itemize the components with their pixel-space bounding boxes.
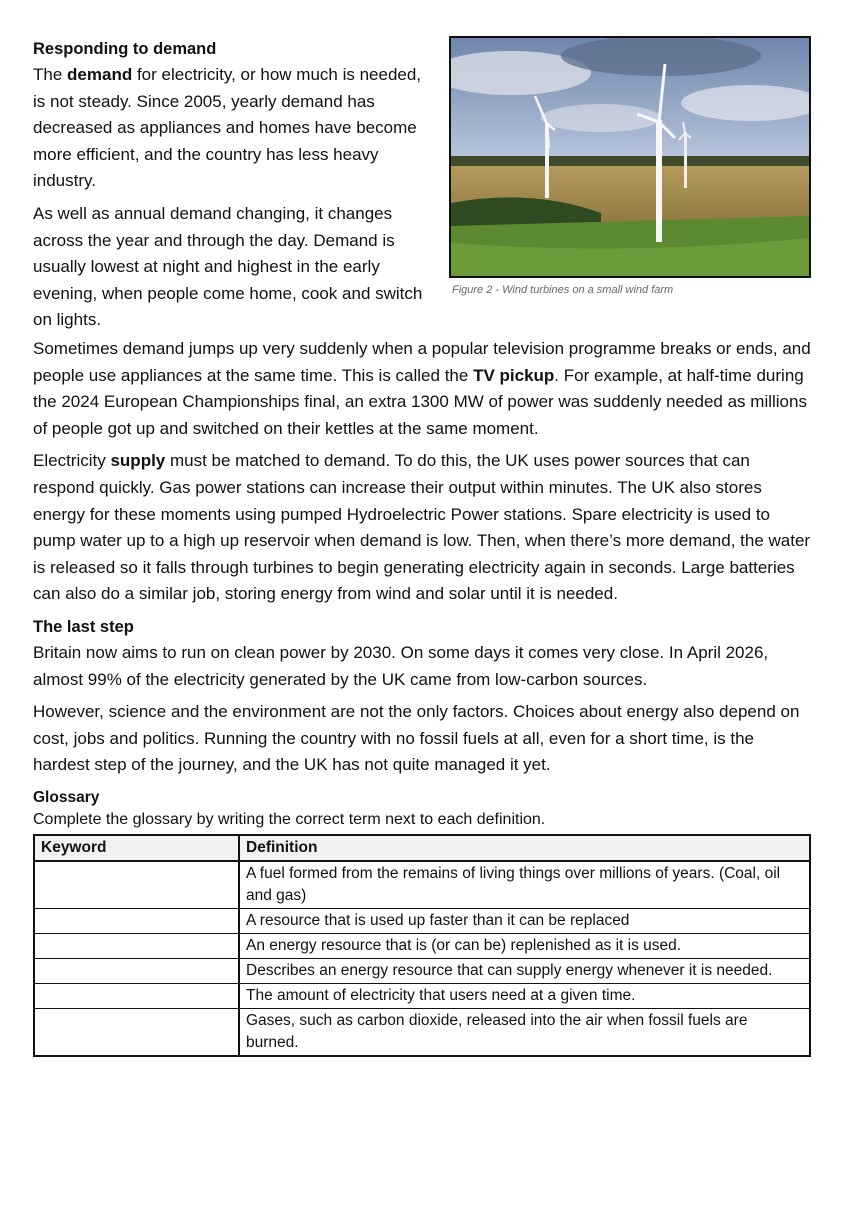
- section-heading-demand: Responding to demand: [33, 40, 217, 58]
- keyword-column-header: Keyword: [34, 835, 239, 861]
- paragraph-daily-demand: As well as annual demand changing, it changes across the year and through the day. Demand is usually lowest at night and highest in the early evening, when people come home, cook and switch on lights.: [33, 203, 423, 330]
- section-heading-last-step: The last step: [33, 617, 134, 636]
- paragraph-supply: Electricity supply must be matched to demand. To do this, the UK uses power sources that can respond quickly. Gas power stations can increase their output within minutes. The UK also stores energy for these moments using pumped Hydroelectric Power stations. Spare electricity is used to pump water up to a high up reservoir when demand is low. Then, when there’s more demand, the water is released so it falls through turbines to begin generating electricity again in seconds. Large batteries can also do a similar job, storing energy from wind and solar until it is needed.: [33, 451, 811, 604]
- glossary-row: [34, 933, 810, 958]
- keyword-supply: supply: [110, 451, 166, 471]
- keyword-tv-pickup: TV pickup: [473, 365, 555, 385]
- definition-cell: Gases, such as carbon dioxide, released into the air when fossil fuels are burned.: [239, 1008, 810, 1056]
- definition-cell: Describes an energy resource that can supply energy whenever it is needed.: [239, 958, 810, 983]
- main-text: [33, 336, 813, 779]
- intro-text: [33, 36, 437, 334]
- paragraph-factors: However, science and the environment are not the only factors. Choices about energy also depend on cost, jobs and politics. Running the country with no fossil fuels at all, even for a short time, is the hardest step of the journey, and the UK has not quite managed it yet.: [33, 702, 800, 775]
- keyword-demand: demand: [67, 65, 133, 84]
- definition-cell: An energy resource that is (or can be) replenished as it is used.: [239, 933, 810, 958]
- glossary-row: [34, 908, 810, 933]
- definition-cell: A fuel formed from the remains of living things over millions of years. (Coal, oil and gas): [239, 861, 810, 909]
- glossary-header-row: [34, 835, 810, 861]
- definition-cell: The amount of electricity that users need at a given time.: [239, 983, 810, 1008]
- definition-column-header: Definition: [239, 835, 810, 861]
- intro-block: [33, 36, 813, 336]
- keyword-answer-cell[interactable]: [34, 983, 239, 1008]
- keyword-answer-cell[interactable]: [34, 861, 239, 909]
- wind-farm-photo: [449, 36, 811, 278]
- keyword-answer-cell[interactable]: [34, 933, 239, 958]
- keyword-answer-cell[interactable]: [34, 908, 239, 933]
- keyword-answer-cell[interactable]: [34, 958, 239, 983]
- glossary-row: [34, 861, 810, 909]
- figure-wind-turbines: [449, 36, 811, 296]
- glossary-row: [34, 1008, 810, 1056]
- keyword-answer-cell[interactable]: [34, 1008, 239, 1056]
- paragraph-tv-pickup: Sometimes demand jumps up very suddenly when a popular television programme breaks or ends, and people use appliances at the same time. This is called the TV pickup. For example, at half-time during the 2024 European Championships final, an extra 1300 MW of power was suddenly needed as millions of people got up and switched on their kettles at the same moment.: [33, 339, 811, 438]
- glossary-row: [34, 983, 810, 1008]
- glossary-row: [34, 958, 810, 983]
- glossary-title: Glossary: [33, 788, 100, 806]
- definition-cell: A resource that is used up faster than it can be replaced: [239, 908, 810, 933]
- paragraph-demand: The demand for electricity, or how much is needed, is not steady. Since 2005, yearly demand has decreased as appliances and homes have become more efficient, and the country has less heavy industry.: [33, 65, 422, 191]
- glossary-instruction: Complete the glossary by writing the correct term next to each definition.: [33, 810, 546, 828]
- paragraph-clean-power: Britain now aims to run on clean power by 2030. On some days it comes very close. In April 2026, almost 99% of the electricity generated by the UK came from low-carbon sources.: [33, 642, 769, 689]
- worksheet-page: [33, 36, 813, 1057]
- glossary-table: [33, 834, 811, 1057]
- figure-caption: Figure 2 - Wind turbines on a small wind farm: [452, 284, 674, 296]
